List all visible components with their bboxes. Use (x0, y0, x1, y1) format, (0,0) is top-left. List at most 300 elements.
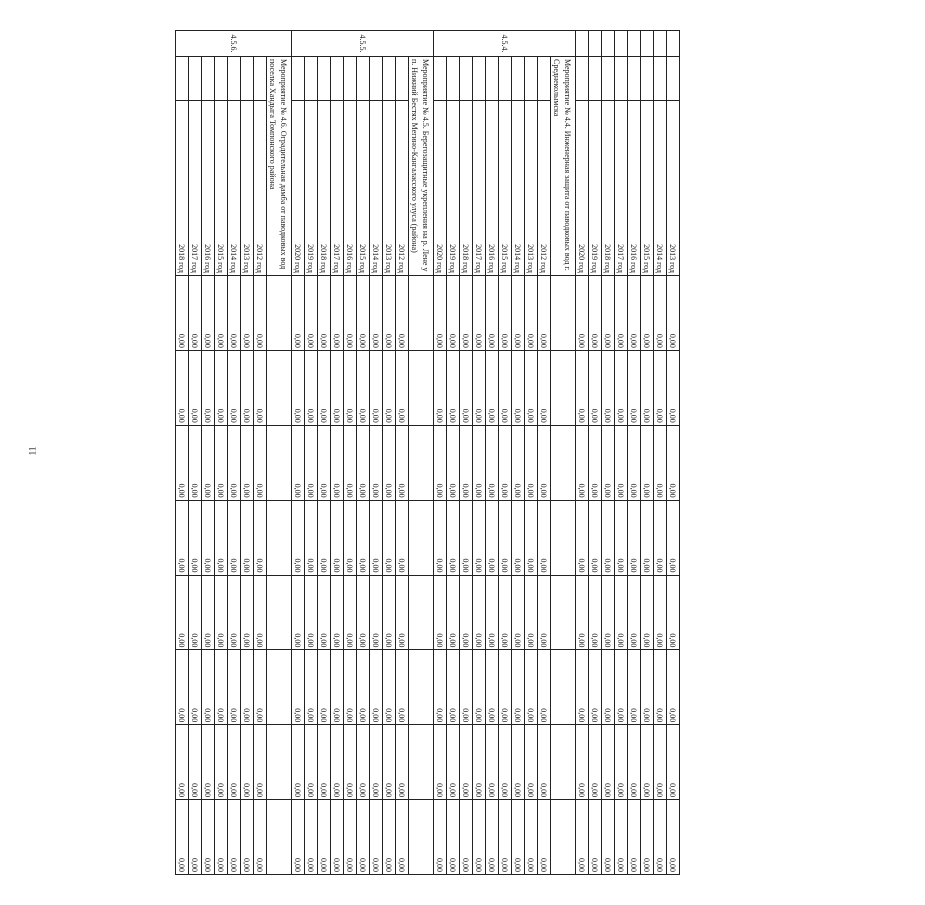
spacer-cell (499, 57, 512, 101)
table-row (589, 31, 602, 875)
value-cell: 0,00 (473, 350, 486, 425)
value-cell: 0,00 (370, 276, 383, 351)
table-row (176, 31, 189, 875)
value-cell: 0,00 (525, 350, 538, 425)
value-cell: 0,00 (434, 575, 447, 650)
value-cell: 0,00 (344, 725, 357, 800)
value-cell: 0,00 (331, 350, 344, 425)
value-cell: 0,00 (254, 575, 267, 650)
value-cell: 0,00 (447, 350, 460, 425)
value-cell: 0,00 (602, 350, 615, 425)
number-cell (628, 31, 641, 57)
value-cell: 0,00 (447, 650, 460, 725)
value-cell: 0,00 (628, 500, 641, 575)
value-cell: 0,00 (305, 650, 318, 725)
value-cell: 0,00 (538, 650, 551, 725)
value-cell: 0,00 (202, 500, 215, 575)
table-row (447, 31, 460, 875)
value-cell: 0,00 (215, 725, 228, 800)
value-cell: 0,00 (357, 800, 370, 875)
spacer-cell (667, 57, 680, 101)
value-cell: 0,00 (499, 650, 512, 725)
table-row (486, 31, 499, 875)
value-cell: 0,00 (512, 800, 525, 875)
value-cell: 0,00 (241, 800, 254, 875)
value-cell: 0,00 (202, 650, 215, 725)
spacer-cell (654, 57, 667, 101)
table-row (370, 31, 383, 875)
spacer-cell (383, 57, 396, 101)
value-cell: 0,00 (615, 500, 628, 575)
table-row (460, 31, 473, 875)
spacer-cell (512, 57, 525, 101)
value-cell: 0,00 (292, 800, 305, 875)
number-cell (589, 31, 602, 57)
value-cell: 0,00 (344, 800, 357, 875)
value-cell: 0,00 (202, 276, 215, 351)
value-cell: 0,00 (525, 725, 538, 800)
value-cell: 0,00 (615, 650, 628, 725)
value-cell: 0,00 (460, 575, 473, 650)
budget-table (175, 30, 680, 875)
spacer-cell (292, 57, 305, 101)
value-cell: 0,00 (202, 725, 215, 800)
value-cell: 0,00 (525, 276, 538, 351)
value-cell: 0,00 (331, 800, 344, 875)
value-cell: 0,00 (176, 350, 189, 425)
value-cell: 0,00 (602, 650, 615, 725)
value-cell: 0,00 (331, 425, 344, 500)
value-cell: 0,00 (576, 650, 589, 725)
value-cell: 0,00 (628, 650, 641, 725)
value-cell: 0,00 (228, 425, 241, 500)
value-cell: 0,00 (215, 500, 228, 575)
value-cell: 0,00 (576, 800, 589, 875)
table-row (576, 31, 589, 875)
value-cell: 0,00 (241, 350, 254, 425)
value-cell: 0,00 (176, 500, 189, 575)
value-cell: 0,00 (473, 650, 486, 725)
value-cell: 0,00 (357, 575, 370, 650)
value-cell: 0,00 (305, 425, 318, 500)
value-cell: 0,00 (383, 725, 396, 800)
spacer-cell (460, 57, 473, 101)
value-cell: 0,00 (538, 500, 551, 575)
value-cell: 0,00 (189, 800, 202, 875)
spacer-cell (486, 57, 499, 101)
value-cell: 0,00 (331, 725, 344, 800)
value-cell: 0,00 (473, 500, 486, 575)
year-cell: 2015 год (215, 101, 228, 276)
value-cell: 0,00 (318, 500, 331, 575)
value-cell: 0,00 (460, 650, 473, 725)
value-cell: 0,00 (292, 500, 305, 575)
value-cell: 0,00 (667, 725, 680, 800)
value-cell: 0,00 (383, 500, 396, 575)
value-cell: 0,00 (176, 575, 189, 650)
year-cell: 2012 год (396, 101, 409, 276)
value-cell: 0,00 (460, 725, 473, 800)
rotated-page (80, 30, 925, 872)
section-number: 4.5.5. (292, 31, 434, 57)
value-cell: 0,00 (641, 500, 654, 575)
value-cell: 0,00 (641, 276, 654, 351)
value-cell: 0,00 (538, 800, 551, 875)
value-cell: 0,00 (589, 500, 602, 575)
value-cell: 0,00 (447, 500, 460, 575)
value-cell: 0,00 (305, 500, 318, 575)
value-cell: 0,00 (357, 276, 370, 351)
value-cell: 0,00 (176, 425, 189, 500)
value-cell: 0,00 (576, 276, 589, 351)
value-cell: 0,00 (615, 725, 628, 800)
empty-cell (551, 425, 576, 500)
value-cell: 0,00 (357, 650, 370, 725)
year-cell: 2013 год (525, 101, 538, 276)
year-cell: 2017 год (189, 101, 202, 276)
value-cell: 0,00 (525, 500, 538, 575)
value-cell: 0,00 (241, 276, 254, 351)
value-cell: 0,00 (615, 425, 628, 500)
value-cell: 0,00 (202, 800, 215, 875)
value-cell: 0,00 (383, 800, 396, 875)
value-cell: 0,00 (241, 725, 254, 800)
value-cell: 0,00 (486, 276, 499, 351)
value-cell: 0,00 (460, 425, 473, 500)
value-cell: 0,00 (189, 500, 202, 575)
year-cell: 2016 год (486, 101, 499, 276)
table-row (344, 31, 357, 875)
value-cell: 0,00 (344, 650, 357, 725)
value-cell: 0,00 (434, 725, 447, 800)
value-cell: 0,00 (486, 650, 499, 725)
empty-cell (409, 725, 434, 800)
section-title: Мероприятие № 4.4. Инженерная защита от паводковых вод г. Среднеколымска (551, 57, 576, 276)
spacer-cell (615, 57, 628, 101)
table-body (176, 31, 680, 875)
value-cell: 0,00 (305, 276, 318, 351)
table-row (434, 31, 447, 875)
value-cell: 0,00 (357, 425, 370, 500)
value-cell: 0,00 (228, 575, 241, 650)
section-number: 4.5.6. (176, 31, 292, 57)
value-cell: 0,00 (447, 425, 460, 500)
year-cell: 2016 год (628, 101, 641, 276)
value-cell: 0,00 (589, 725, 602, 800)
value-cell: 0,00 (434, 800, 447, 875)
value-cell: 0,00 (292, 350, 305, 425)
value-cell: 0,00 (641, 725, 654, 800)
value-cell: 0,00 (357, 350, 370, 425)
value-cell: 0,00 (654, 725, 667, 800)
value-cell: 0,00 (228, 276, 241, 351)
value-cell: 0,00 (473, 725, 486, 800)
empty-cell (409, 500, 434, 575)
empty-cell (267, 725, 292, 800)
spacer-cell (447, 57, 460, 101)
value-cell: 0,00 (189, 425, 202, 500)
value-cell: 0,00 (344, 575, 357, 650)
table-row (525, 31, 538, 875)
value-cell: 0,00 (189, 725, 202, 800)
value-cell: 0,00 (499, 500, 512, 575)
value-cell: 0,00 (344, 350, 357, 425)
value-cell: 0,00 (434, 500, 447, 575)
value-cell: 0,00 (370, 575, 383, 650)
spacer-cell (202, 57, 215, 101)
value-cell: 0,00 (305, 575, 318, 650)
value-cell: 0,00 (499, 725, 512, 800)
empty-cell (267, 650, 292, 725)
value-cell: 0,00 (589, 650, 602, 725)
value-cell: 0,00 (383, 425, 396, 500)
value-cell: 0,00 (499, 350, 512, 425)
value-cell: 0,00 (538, 425, 551, 500)
spacer-cell (589, 57, 602, 101)
table-row (254, 31, 267, 875)
value-cell: 0,00 (254, 276, 267, 351)
value-cell: 0,00 (538, 725, 551, 800)
value-cell: 0,00 (602, 575, 615, 650)
value-cell: 0,00 (357, 500, 370, 575)
spacer-cell (576, 57, 589, 101)
value-cell: 0,00 (602, 725, 615, 800)
value-cell: 0,00 (383, 650, 396, 725)
section-header-row (551, 31, 576, 875)
year-cell: 2013 год (383, 101, 396, 276)
value-cell: 0,00 (331, 276, 344, 351)
table-row (357, 31, 370, 875)
value-cell: 0,00 (215, 650, 228, 725)
value-cell: 0,00 (473, 276, 486, 351)
value-cell: 0,00 (473, 575, 486, 650)
value-cell: 0,00 (654, 425, 667, 500)
value-cell: 0,00 (396, 276, 409, 351)
value-cell: 0,00 (189, 650, 202, 725)
value-cell: 0,00 (189, 276, 202, 351)
value-cell: 0,00 (589, 276, 602, 351)
value-cell: 0,00 (512, 276, 525, 351)
value-cell: 0,00 (215, 425, 228, 500)
table-row (641, 31, 654, 875)
value-cell: 0,00 (331, 575, 344, 650)
empty-cell (267, 276, 292, 351)
empty-cell (409, 425, 434, 500)
value-cell: 0,00 (318, 350, 331, 425)
spacer-cell (370, 57, 383, 101)
spacer-cell (641, 57, 654, 101)
table-row (667, 31, 680, 875)
value-cell: 0,00 (641, 425, 654, 500)
value-cell: 0,00 (641, 350, 654, 425)
value-cell: 0,00 (667, 650, 680, 725)
empty-cell (409, 276, 434, 351)
spacer-cell (434, 57, 447, 101)
value-cell: 0,00 (447, 800, 460, 875)
spacer-cell (357, 57, 370, 101)
value-cell: 0,00 (241, 425, 254, 500)
table-row (383, 31, 396, 875)
value-cell: 0,00 (396, 425, 409, 500)
empty-cell (551, 350, 576, 425)
empty-cell (551, 276, 576, 351)
value-cell: 0,00 (667, 425, 680, 500)
year-cell: 2019 год (305, 101, 318, 276)
year-cell: 2019 год (589, 101, 602, 276)
value-cell: 0,00 (434, 425, 447, 500)
year-cell: 2013 год (667, 101, 680, 276)
value-cell: 0,00 (292, 650, 305, 725)
spacer-cell (254, 57, 267, 101)
number-cell (615, 31, 628, 57)
spacer-cell (215, 57, 228, 101)
value-cell: 0,00 (667, 500, 680, 575)
value-cell: 0,00 (396, 725, 409, 800)
empty-cell (409, 800, 434, 875)
value-cell: 0,00 (176, 276, 189, 351)
value-cell: 0,00 (344, 276, 357, 351)
table-row (202, 31, 215, 875)
value-cell: 0,00 (215, 276, 228, 351)
value-cell: 0,00 (576, 575, 589, 650)
table-row (538, 31, 551, 875)
spacer-cell (331, 57, 344, 101)
value-cell: 0,00 (318, 800, 331, 875)
value-cell: 0,00 (447, 575, 460, 650)
value-cell: 0,00 (486, 800, 499, 875)
value-cell: 0,00 (370, 800, 383, 875)
spacer-cell (305, 57, 318, 101)
table-row (318, 31, 331, 875)
value-cell: 0,00 (576, 500, 589, 575)
value-cell: 0,00 (292, 725, 305, 800)
table-row (305, 31, 318, 875)
value-cell: 0,00 (202, 425, 215, 500)
year-cell: 2014 год (512, 101, 525, 276)
year-cell: 2018 год (176, 101, 189, 276)
value-cell: 0,00 (241, 650, 254, 725)
value-cell: 0,00 (512, 350, 525, 425)
value-cell: 0,00 (176, 725, 189, 800)
empty-cell (409, 650, 434, 725)
value-cell: 0,00 (254, 800, 267, 875)
value-cell: 0,00 (499, 575, 512, 650)
table-frame (80, 30, 680, 875)
value-cell: 0,00 (318, 575, 331, 650)
spacer-cell (396, 57, 409, 101)
value-cell: 0,00 (628, 350, 641, 425)
number-cell (667, 31, 680, 57)
year-cell: 2016 год (344, 101, 357, 276)
value-cell: 0,00 (241, 575, 254, 650)
value-cell: 0,00 (654, 350, 667, 425)
section-title: Мероприятие № 4.5. Берегозащитные укрепления на р. Лене у п. Нижний Бестях Мегино-Кангаласского улуса (района) (409, 57, 434, 276)
value-cell: 0,00 (589, 575, 602, 650)
value-cell: 0,00 (228, 800, 241, 875)
value-cell: 0,00 (486, 725, 499, 800)
value-cell: 0,00 (628, 425, 641, 500)
value-cell: 0,00 (589, 425, 602, 500)
year-cell: 2014 год (228, 101, 241, 276)
table-row (512, 31, 525, 875)
value-cell: 0,00 (667, 800, 680, 875)
value-cell: 0,00 (370, 425, 383, 500)
section-title: Мероприятие № 4.6. Оградительная дамба от паводковых вод поселка Хандыга Томпонского района (267, 57, 292, 276)
spacer-cell (344, 57, 357, 101)
value-cell: 0,00 (641, 650, 654, 725)
value-cell: 0,00 (525, 800, 538, 875)
value-cell: 0,00 (228, 500, 241, 575)
value-cell: 0,00 (447, 276, 460, 351)
value-cell: 0,00 (254, 725, 267, 800)
number-cell (576, 31, 589, 57)
section-header-row (267, 31, 292, 875)
empty-cell (267, 575, 292, 650)
value-cell: 0,00 (305, 350, 318, 425)
table-row (615, 31, 628, 875)
value-cell: 0,00 (318, 650, 331, 725)
year-cell: 2012 год (254, 101, 267, 276)
section-header-row (409, 31, 434, 875)
empty-cell (267, 425, 292, 500)
empty-cell (409, 350, 434, 425)
value-cell: 0,00 (215, 350, 228, 425)
spacer-cell (228, 57, 241, 101)
year-cell: 2012 год (538, 101, 551, 276)
value-cell: 0,00 (473, 800, 486, 875)
year-cell: 2017 год (331, 101, 344, 276)
value-cell: 0,00 (202, 575, 215, 650)
value-cell: 0,00 (499, 425, 512, 500)
value-cell: 0,00 (344, 425, 357, 500)
value-cell: 0,00 (305, 800, 318, 875)
value-cell: 0,00 (628, 575, 641, 650)
spacer-cell (318, 57, 331, 101)
year-cell: 2020 год (292, 101, 305, 276)
empty-cell (551, 800, 576, 875)
value-cell: 0,00 (383, 575, 396, 650)
value-cell: 0,00 (344, 500, 357, 575)
table-row (602, 31, 615, 875)
value-cell: 0,00 (538, 350, 551, 425)
year-cell: 2018 год (460, 101, 473, 276)
section-number: 4.5.4. (434, 31, 576, 57)
value-cell: 0,00 (254, 500, 267, 575)
value-cell: 0,00 (370, 650, 383, 725)
value-cell: 0,00 (434, 350, 447, 425)
spacer-cell (602, 57, 615, 101)
year-cell: 2016 год (202, 101, 215, 276)
value-cell: 0,00 (615, 276, 628, 351)
table-row (628, 31, 641, 875)
value-cell: 0,00 (292, 276, 305, 351)
empty-cell (551, 500, 576, 575)
value-cell: 0,00 (654, 276, 667, 351)
value-cell: 0,00 (254, 425, 267, 500)
value-cell: 0,00 (615, 575, 628, 650)
year-cell: 2014 год (654, 101, 667, 276)
value-cell: 0,00 (615, 800, 628, 875)
value-cell: 0,00 (396, 800, 409, 875)
value-cell: 0,00 (602, 800, 615, 875)
spacer-cell (189, 57, 202, 101)
value-cell: 0,00 (628, 725, 641, 800)
value-cell: 0,00 (318, 425, 331, 500)
value-cell: 0,00 (241, 500, 254, 575)
value-cell: 0,00 (447, 725, 460, 800)
value-cell: 0,00 (641, 575, 654, 650)
value-cell: 0,00 (331, 500, 344, 575)
